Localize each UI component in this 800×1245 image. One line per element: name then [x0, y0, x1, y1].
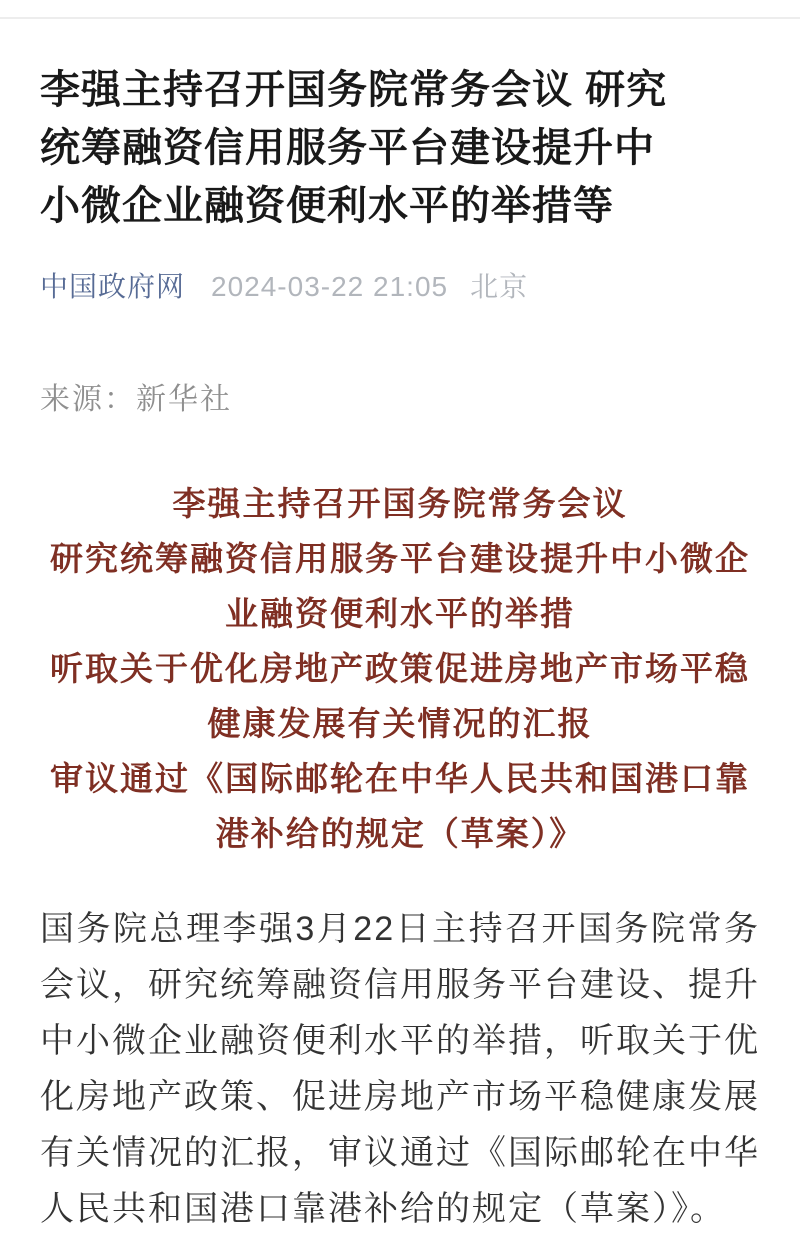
article-title-line-2: 统筹融资信用服务平台建设提升中	[40, 126, 655, 170]
publish-datetime: 2024-03-22 21:05	[211, 271, 449, 302]
highlight-paragraph-3: 听取关于优化房地产政策促进房地产市场平稳健康发展有关情况的汇报	[50, 650, 750, 742]
highlight-paragraph-4: 审议通过《国际邮轮在中华人民共和国港口靠港补给的规定（草案）》	[50, 760, 750, 852]
article-meta	[40, 267, 760, 307]
source-line: 来源：新华社	[40, 383, 232, 416]
article-content	[0, 19, 800, 1237]
headline-summary	[40, 476, 760, 861]
body-paragraph: 国务院总理李强3月22日主持召开国务院常务会议，研究统筹融资信用服务平台建设、提升中小微企业融资便利水平的举措，听取关于优化房地产政策、促进房地产市场平稳健康发展有关情况的汇报，审议通过《国际邮轮在中华人民共和国港口靠港补给的规定（草案）》。	[40, 910, 760, 1228]
account-link[interactable]: 中国政府网	[40, 271, 186, 302]
article-title	[40, 61, 760, 235]
article-title-line-1: 李强主持召开国务院常务会议 研究	[40, 68, 668, 112]
highlight-paragraph-2: 研究统筹融资信用服务平台建设提升中小微企业融资便利水平的举措	[50, 540, 750, 632]
publish-location: 北京	[470, 271, 529, 302]
highlight-paragraph-1: 李强主持召开国务院常务会议	[172, 485, 628, 522]
article-title-line-3: 小微企业融资便利水平的举措等	[40, 184, 614, 228]
